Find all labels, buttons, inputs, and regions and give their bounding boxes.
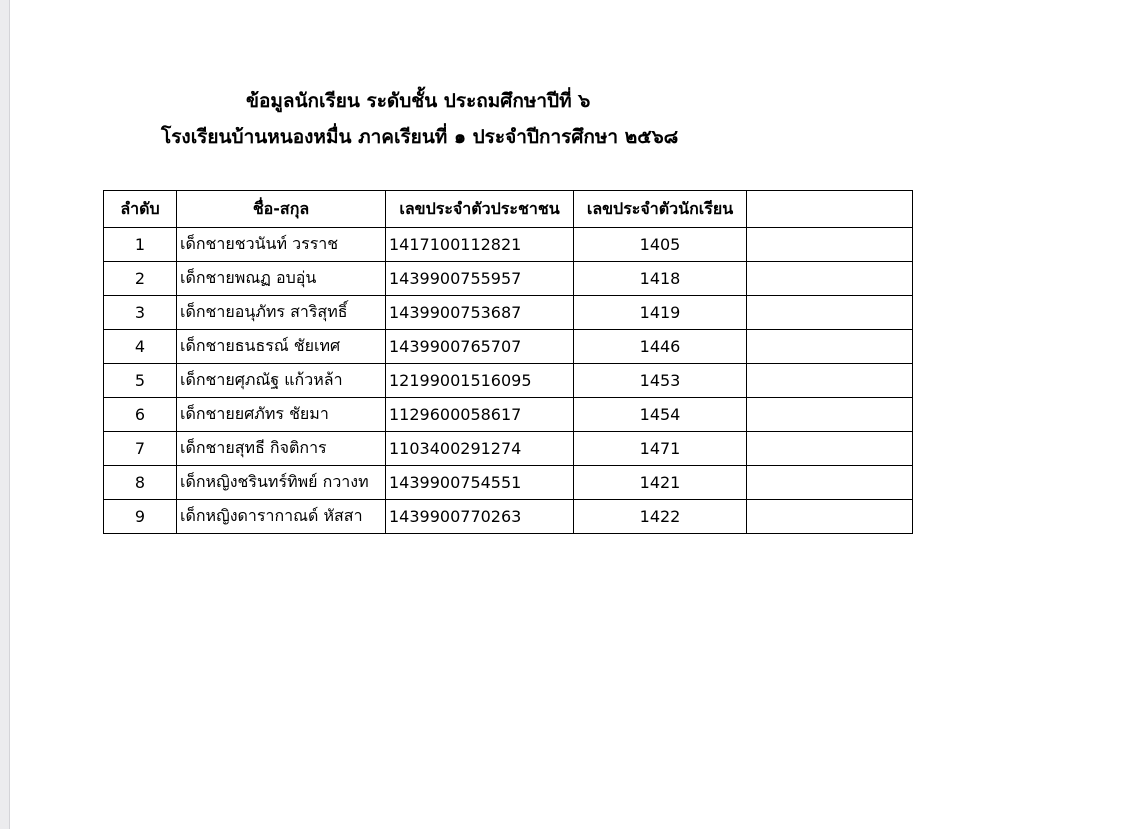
cell-order: 4 (104, 330, 177, 364)
viewer-left-edge (0, 0, 10, 829)
header-citizen-id: เลขประจำตัวประชาชน (386, 191, 574, 228)
cell-order: 6 (104, 398, 177, 432)
table-row (104, 296, 913, 330)
cell-student-id: 1421 (574, 466, 747, 500)
cell-order: 1 (104, 228, 177, 262)
header-order: ลำดับ (104, 191, 177, 228)
cell-name: เด็กหญิงดารากาณด์ หัสสา (177, 500, 386, 534)
cell-order: 5 (104, 364, 177, 398)
table-row (104, 262, 913, 296)
cell-order: 8 (104, 466, 177, 500)
table-row (104, 398, 913, 432)
table-row (104, 500, 913, 534)
cell-name: เด็กชายยศภัทร ชัยมา (177, 398, 386, 432)
cell-blank (747, 296, 913, 330)
cell-student-id: 1453 (574, 364, 747, 398)
table-row (104, 228, 913, 262)
cell-student-id: 1418 (574, 262, 747, 296)
cell-blank (747, 228, 913, 262)
cell-blank (747, 330, 913, 364)
cell-name: เด็กชายพณฏ อบอุ่น (177, 262, 386, 296)
cell-order: 9 (104, 500, 177, 534)
table-row (104, 364, 913, 398)
cell-blank (747, 398, 913, 432)
cell-name: เด็กชายธนธรณ์ ชัยเทศ (177, 330, 386, 364)
cell-name: เด็กหญิงชรินทร์ทิพย์ กวางท (177, 466, 386, 500)
cell-name: เด็กชายชวนันท์ วรราช (177, 228, 386, 262)
cell-citizen-id: 1103400291274 (386, 432, 574, 466)
cell-name: เด็กชายสุทธี กิจติการ (177, 432, 386, 466)
table-row (104, 432, 913, 466)
table-header-row (104, 191, 913, 228)
cell-student-id: 1446 (574, 330, 747, 364)
cell-blank (747, 466, 913, 500)
cell-student-id: 1471 (574, 432, 747, 466)
cell-citizen-id: 1129600058617 (386, 398, 574, 432)
student-table (103, 190, 913, 534)
cell-blank (747, 500, 913, 534)
cell-blank (747, 262, 913, 296)
cell-order: 3 (104, 296, 177, 330)
cell-student-id: 1422 (574, 500, 747, 534)
table-row (104, 466, 913, 500)
document-title: ข้อมูลนักเรียน ระดับชั้น ประถมศึกษาปีที่ ๖ (246, 90, 591, 112)
cell-name: เด็กชายศุภณัฐ แก้วหล้า (177, 364, 386, 398)
cell-order: 7 (104, 432, 177, 466)
document-subtitle: โรงเรียนบ้านหนองหมื่น ภาคเรียนที่ ๑ ประจำปีการศึกษา ๒๕๖๘ (161, 126, 679, 148)
cell-blank (747, 432, 913, 466)
cell-citizen-id: 1439900753687 (386, 296, 574, 330)
cell-citizen-id: 1439900755957 (386, 262, 574, 296)
cell-citizen-id: 1439900754551 (386, 466, 574, 500)
header-name: ชื่อ-สกุล (177, 191, 386, 228)
header-blank (747, 191, 913, 228)
cell-name: เด็กชายอนุภัทร สาริสุทธิ์ (177, 296, 386, 330)
cell-student-id: 1454 (574, 398, 747, 432)
cell-citizen-id: 12199001516095 (386, 364, 574, 398)
header-student-id: เลขประจำตัวนักเรียน (574, 191, 747, 228)
cell-student-id: 1405 (574, 228, 747, 262)
cell-citizen-id: 1439900770263 (386, 500, 574, 534)
table-row (104, 330, 913, 364)
document-page (10, 0, 1139, 829)
cell-blank (747, 364, 913, 398)
cell-student-id: 1419 (574, 296, 747, 330)
cell-citizen-id: 1417100112821 (386, 228, 574, 262)
cell-order: 2 (104, 262, 177, 296)
cell-citizen-id: 1439900765707 (386, 330, 574, 364)
